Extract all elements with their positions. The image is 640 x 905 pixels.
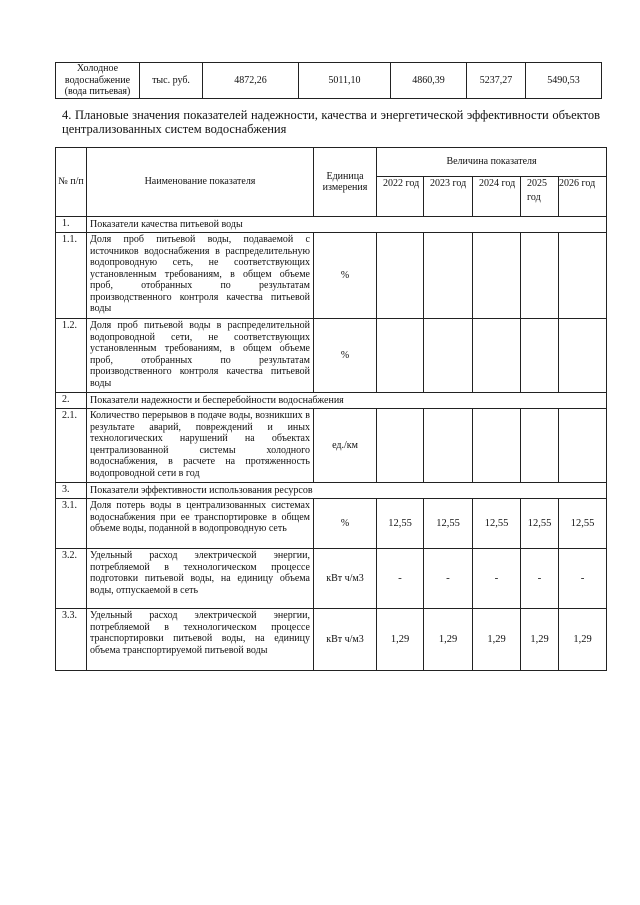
indicator-unit: % (314, 233, 377, 319)
section-row (56, 483, 607, 499)
value-cell (424, 409, 473, 483)
table-row (56, 233, 607, 319)
service-name-cell: Холодное водоснабжение (вода питьевая) (56, 63, 140, 99)
value-cell: 12,55 (559, 499, 607, 549)
value-cell (424, 319, 473, 393)
section-row (56, 217, 607, 233)
value-cell: 5490,53 (526, 63, 602, 99)
indicator-name: Удельный расход электрической энергии, потребляемой в технологическом процессе подготовки питьевой воды, на единицу объема воды, отпускаемой в сеть (87, 549, 314, 609)
table-row (56, 319, 607, 393)
row-number: 2.1. (56, 409, 87, 483)
value-cell (559, 319, 607, 393)
indicator-unit: ед./км (314, 409, 377, 483)
table-row (56, 609, 607, 671)
value-cell: 1,29 (424, 609, 473, 671)
table-row (56, 409, 607, 483)
value-cell (521, 319, 559, 393)
value-cell: 12,55 (521, 499, 559, 549)
value-cell: - (424, 549, 473, 609)
value-cell (559, 409, 607, 483)
table-row (56, 63, 602, 99)
year-header: 2022 год (377, 177, 424, 217)
unit-cell: тыс. руб. (140, 63, 203, 99)
row-number: 1. (56, 217, 87, 233)
indicator-unit: % (314, 499, 377, 549)
value-cell: 4872,26 (203, 63, 299, 99)
value-cell (521, 409, 559, 483)
value-cell: 5011,10 (299, 63, 391, 99)
section-heading: 4. Плановые значения показателей надежности, качества и энергетической эффективности объектов централизованных систем водоснабжения (62, 108, 600, 136)
table-row (56, 499, 607, 549)
table-row (56, 549, 607, 609)
indicator-unit: % (314, 319, 377, 393)
indicator-name: Доля проб питьевой воды в распределительной водопроводной сети, не соответствующих установленным требованиям, в общем объеме проб, отобранных по результатам производственного контроля качества питьевой воды (87, 319, 314, 393)
indicator-name: Доля потерь воды в централизованных системах водоснабжения при ее транспортировке в общем объеме воды, поданной в водопроводную сеть (87, 499, 314, 549)
value-cell: 12,55 (377, 499, 424, 549)
row-number: 3.1. (56, 499, 87, 549)
value-cell: 1,29 (521, 609, 559, 671)
indicator-unit: кВт ч/м3 (314, 609, 377, 671)
header-row (56, 148, 607, 177)
header-num: № п/п (56, 148, 87, 217)
value-cell: 12,55 (473, 499, 521, 549)
value-cell (473, 409, 521, 483)
section-title: Показатели надежности и бесперебойности водоснабжения (87, 393, 607, 409)
row-number: 2. (56, 393, 87, 409)
row-number: 1.2. (56, 319, 87, 393)
value-cell: 4860,39 (391, 63, 467, 99)
indicator-name: Количество перерывов в подаче воды, возникших в результате аварий, повреждений и иных технологических нарушений на объектах централизованной системы холодного водоснабжения, в расчете на протяженность водопроводной сети в год (87, 409, 314, 483)
value-cell: - (521, 549, 559, 609)
value-cell: - (559, 549, 607, 609)
section-row (56, 393, 607, 409)
row-number: 1.1. (56, 233, 87, 319)
header-value-group: Величина показателя (377, 148, 607, 177)
value-cell (377, 319, 424, 393)
value-cell: - (473, 549, 521, 609)
year-header: 2025 год (521, 177, 559, 217)
value-cell: 12,55 (424, 499, 473, 549)
value-cell (473, 319, 521, 393)
indicators-table (55, 147, 607, 671)
row-number: 3. (56, 483, 87, 499)
year-header: 2026 год (559, 177, 607, 217)
year-header: 2024 год (473, 177, 521, 217)
value-cell (559, 233, 607, 319)
header-unit: Единица измерения (314, 148, 377, 217)
section-title: Показатели качества питьевой воды (87, 217, 607, 233)
header-name: Наименование показателя (87, 148, 314, 217)
tariff-table (55, 62, 602, 99)
value-cell: 5237,27 (467, 63, 526, 99)
value-cell: 1,29 (473, 609, 521, 671)
value-cell (377, 233, 424, 319)
section-title: Показатели эффективности использования ресурсов (87, 483, 607, 499)
value-cell (377, 409, 424, 483)
indicator-name: Удельный расход электрической энергии, потребляемой в технологическом процессе транспортировки питьевой воды, на единицу объема транспортируемой питьевой воды (87, 609, 314, 671)
value-cell: 1,29 (559, 609, 607, 671)
year-header: 2023 год (424, 177, 473, 217)
value-cell (424, 233, 473, 319)
value-cell (521, 233, 559, 319)
indicator-unit: кВт ч/м3 (314, 549, 377, 609)
value-cell: 1,29 (377, 609, 424, 671)
indicator-name: Доля проб питьевой воды, подаваемой с источников водоснабжения в распределительную водопроводную сеть, не соответствующих установленным требованиям, в общем объеме проб, отобранных по результатам производственного контроля качества питьевой воды (87, 233, 314, 319)
value-cell (473, 233, 521, 319)
row-number: 3.3. (56, 609, 87, 671)
value-cell: - (377, 549, 424, 609)
row-number: 3.2. (56, 549, 87, 609)
